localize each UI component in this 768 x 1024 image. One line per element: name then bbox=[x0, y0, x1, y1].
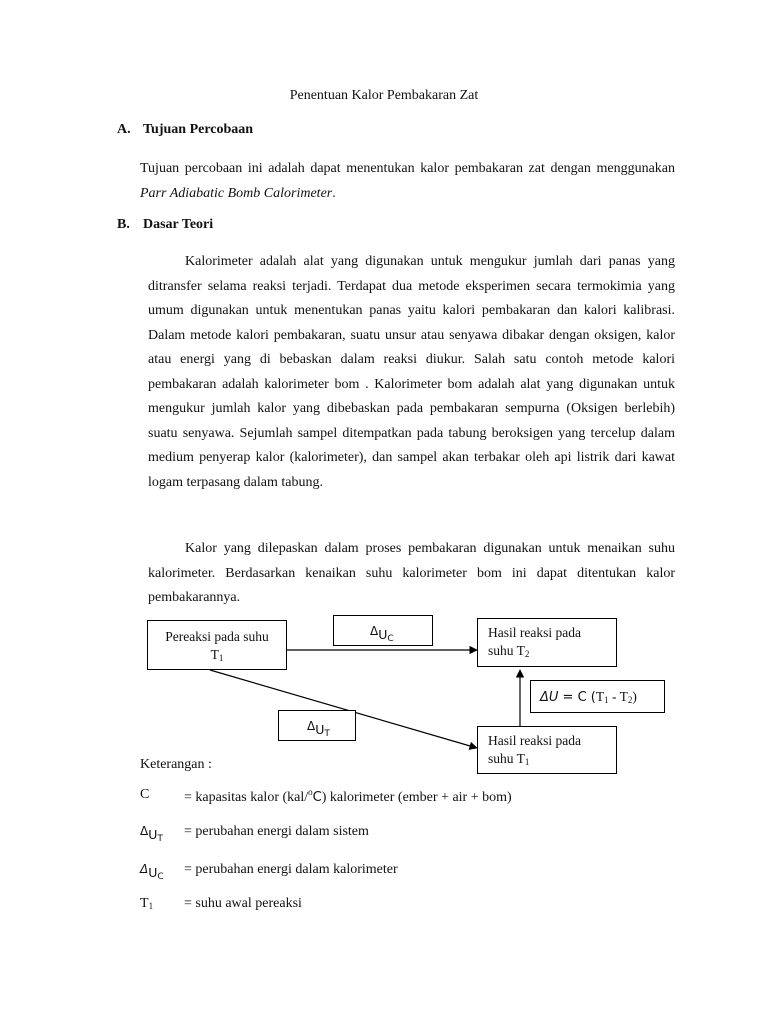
document-title: Penentuan Kalor Pembakaran Zat bbox=[289, 88, 479, 103]
section-b-title: Dasar Teori bbox=[143, 217, 214, 232]
label-delta-ut: $\Delta U_T$ bbox=[278, 710, 356, 741]
legend-row-t1 bbox=[0, 896, 768, 918]
box-product-t2-line1: Hasil reaksi pada bbox=[488, 625, 581, 640]
box-product-t2 bbox=[477, 618, 617, 667]
section-a-number: A. bbox=[117, 122, 131, 137]
section-b-paragraph-1: Kalorimeter adalah alat yang digunakan untuk mengukur jumlah dari panas yang ditransfer selama reaksi terjadi. Terdapat dua metode eksperimen secara termokimia yang umum digunakan untuk menentukan panas yaitu kalori pembakaran dan kalori kalibrasi. Dalam metode kalori pembakaran, suatu unsur atau senyawa dibakar dengan oksigen, kalor atau energi yang di bebaskan dalam reaksi diukur. Salah satu contoh metode kalori pembakaran adalah kalorimeter bom . Kalorimeter bom adalah alat yang digunakan untuk mengukur jumlah kalor yang dibebaskan pada pembakaran sempurna (Oksigen berlebih) suatu senyawa. Sejumlah sampel ditempatkan pada tabung beroksigen yang tercelup dalam medium penyerap kalor (kalorimeter), dan sampel akan terbakar oleh api listrik dari kawat logam terpasang dalam tabung. bbox=[148, 254, 675, 490]
box-reactant bbox=[147, 620, 287, 670]
equation-delta-u: ΔU = C $(T_1 - T_2)$ bbox=[530, 680, 665, 713]
box-reactant-line2: $T_1$ bbox=[210, 647, 224, 663]
section-a-text: Tujuan percobaan ini adalah dapat menentukan kalor pembakaran zat dengan menggunakan bbox=[140, 161, 675, 176]
section-b-number: B. bbox=[117, 217, 130, 232]
legend-row-delta-ut bbox=[0, 824, 768, 848]
box-product-t1-line1: Hasil reaksi pada bbox=[488, 733, 581, 748]
box-product-t1-line2: suhu $T_1$ bbox=[488, 751, 530, 767]
label-delta-uc: $\Delta U_C$ bbox=[333, 615, 433, 646]
legend-val-delta-uc: = perubahan energi dalam kalorimeter bbox=[184, 862, 398, 877]
box-product-t1 bbox=[477, 726, 617, 774]
legend-key-t1: $T_1$ bbox=[140, 896, 154, 911]
section-b-paragraph-2: Kalor yang dilepaskan dalam proses pembakaran digunakan untuk menaikan suhu kalorimeter. Berdasarkan kenaikan suhu kalorimeter bom ini dapat ditentukan kalor pembakarannya. bbox=[148, 541, 675, 605]
legend-row-delta-uc bbox=[0, 862, 768, 886]
legend-val-t1: = suhu awal pereaksi bbox=[184, 896, 302, 911]
section-a-italic-text: Parr Adiabatic Bomb Calorimeter bbox=[140, 185, 333, 201]
box-product-t2-line2: suhu $T_2$ bbox=[488, 643, 530, 659]
legend-val-delta-ut: = perubahan energi dalam sistem bbox=[184, 824, 369, 839]
legend-key-c: C bbox=[140, 787, 150, 802]
legend-key-delta-uc: $\Delta U_C$ bbox=[140, 862, 164, 882]
legend-heading: Keterangan : bbox=[140, 757, 212, 772]
section-a-text-end: . bbox=[332, 185, 336, 201]
legend-key-delta-ut: $\Delta U_T$ bbox=[140, 824, 163, 844]
legend-row-c bbox=[0, 787, 768, 809]
section-a-title: Tujuan Percobaan bbox=[143, 122, 254, 137]
legend-val-c: = kapasitas kalor (kal/$^o$C) kalorimeter (ember + air + bom) bbox=[184, 787, 512, 805]
box-reactant-line1: Pereaksi pada suhu bbox=[165, 629, 269, 644]
